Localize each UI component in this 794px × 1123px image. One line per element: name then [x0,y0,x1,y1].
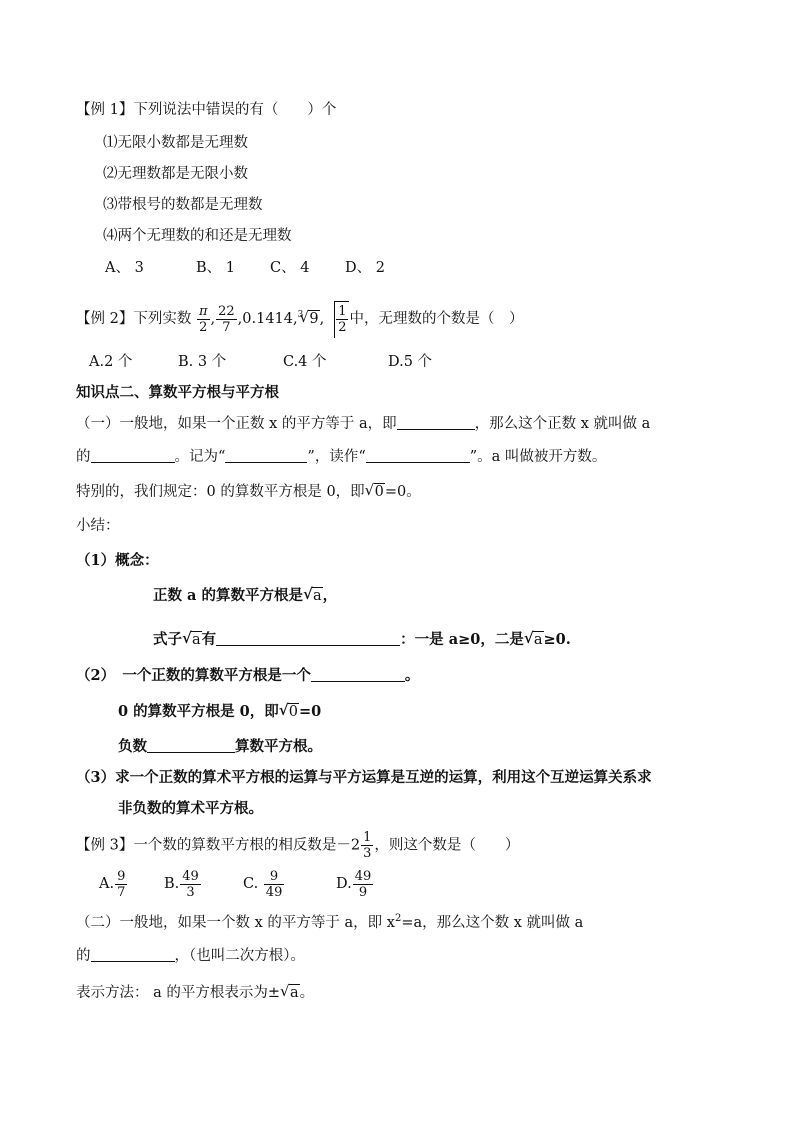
sqrt-a: √ a [280,983,300,1003]
example3-option-a: A. $\frac{9}{7}$ [99,868,126,900]
section-title: 知识点二、算数平方根与平方根 [76,384,279,401]
fraction-pi-over-2: $\frac{\pi}{2}$ [198,303,208,335]
sqrt-a: √ a [182,630,202,650]
example2-head: 【例 2】 [76,311,134,327]
example2-option-a: A.2 个 [89,354,133,370]
fill-blank [216,630,400,646]
summary-title: 小结： [76,518,120,534]
summary-concept-heading: （1）概念： [76,552,159,569]
example1-option-c: C、 4 [270,260,310,276]
example3-option-b: B. $\frac{49}{3}$ [164,868,199,900]
summary-point-3-line-1: （3）求一个正数的算术平方根的运算与平方运算是互逆的运算，利用这个互逆运算关系求 [76,769,652,786]
example1-head: 【例 1】 [76,102,134,118]
example3-question: 【例 3】一个数的算数平方根的相反数是－2 $\frac{1}{3}$ ，则这个数是（ ） [76,830,520,861]
summary-point-2: （2） 一个正数的算数平方根是一个 。 [76,667,420,684]
summary-zero-root: 0 的算数平方根是 0，即√ 0=0 [118,702,321,722]
sqrt-a: √ a [524,630,544,650]
sqrt-a: √ a [303,586,323,606]
example1-item-3: ⑶带根号的数都是无理数 [103,197,263,213]
sec2-paragraph-1: （二）一般地，如果一个数 x 的平方等于 a，即 $x^2=a$，那么这个数 x 就叫做 a [76,913,584,931]
fill-blank [366,447,470,463]
kp2-special-rule: 特别的，我们规定：0 的算数平方根是 0，即√ 0=0。 [76,482,421,502]
cube-root-9: √ 9 [299,301,319,337]
sqrt-one-half: $\frac{1}{2}$ [324,301,349,338]
sqrt-zero: √ 0 [365,482,385,502]
example1-item-4: ⑷两个无理数的和还是无理数 [103,228,292,244]
example2-option-d: D.5 个 [388,354,433,370]
fraction-1-over-3: $\frac{1}{3}$ [363,830,372,861]
kp2-paragraph-1: （一）一般地，如果一个正数 x 的平方等于 a，即 ，那么这个正数 x 就叫做 a [76,416,651,432]
example3-head: 【例 3】 [76,837,134,854]
example1-item-2: ⑵无理数都是无限小数 [103,166,248,182]
fraction-22-over-7: $\frac{22}{7}$ [218,303,235,335]
example1-question: 【例 1】下列说法中错误的有（ ）个 [76,102,337,118]
fill-blank [91,946,175,962]
example1-option-a: A、 3 [105,260,144,276]
summary-concept-2: 式子√ a有 ：一是 a≥0，二是√ a≥0. [153,630,571,650]
sqrt-zero: √ 0 [279,702,299,722]
fill-blank [311,666,405,682]
example2-option-b: B. 3 个 [178,354,227,370]
example1-option-b: B、 1 [196,260,235,276]
summary-negative: 负数 算数平方根。 [118,738,322,755]
example3-option-d: D. $\frac{49}{9}$ [336,868,372,900]
example2-question: 【例 2】下列实数 $\frac{\pi}{2}$ , $\frac{22}{7}$ ,0.1414,$^3$√ 9, $\frac{1}{2}$ 中，无理数的个数是（ ） [76,297,523,337]
fill-blank [225,447,307,463]
example2-option-c: C.4 个 [283,354,327,370]
summary-concept-1: 正数 a 的算数平方根是√ a， [153,586,337,606]
example1-option-d: D、 2 [345,260,385,276]
example1-item-1: ⑴无限小数都是无理数 [103,135,248,151]
summary-point-3-line-2: 非负数的算术平方根。 [118,800,263,817]
example3-option-c: C. $\frac{9}{49}$ [243,868,283,900]
fill-blank [91,447,175,463]
fill-blank [147,737,235,753]
sec2-notation: 表示方法： a 的平方根表示为±√ a。 [76,983,314,1003]
kp2-paragraph-2: 的 。记为“ ”，读作“ ”。a 叫做被开方数。 [76,449,607,465]
sec2-paragraph-2: 的 ，（也叫二次方根）。 [76,948,305,964]
fill-blank [397,414,475,430]
